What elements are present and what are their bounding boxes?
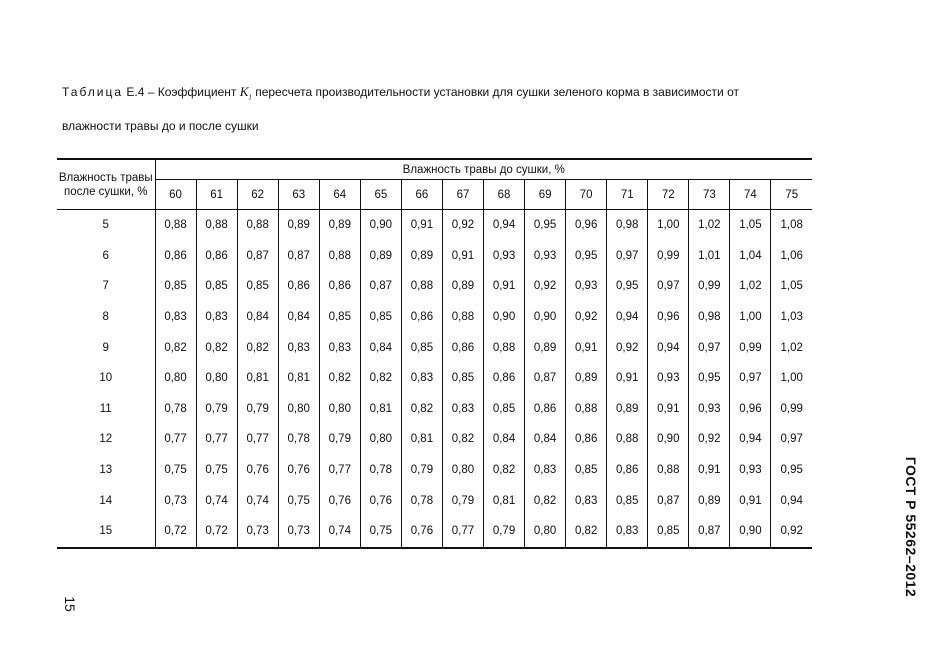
table-cell: 0,86 [319,271,360,302]
table-cell: 0,80 [196,363,237,394]
table-cell: 0,94 [771,485,812,516]
table-cell: 0,95 [771,455,812,486]
coefficient-symbol [239,84,252,102]
table-cell: 0,88 [155,210,196,241]
column-header: 62 [237,180,278,210]
table-cell: 0,97 [607,241,648,272]
table-cell: 0,89 [566,363,607,394]
column-header: 69 [525,180,566,210]
table-cell: 0,84 [360,332,401,363]
table-cell: 0,92 [607,332,648,363]
table-cell: 0,95 [607,271,648,302]
table-cell: 0,92 [566,302,607,333]
table-cell: 0,88 [566,394,607,425]
coefficient-symbol-letter: K [239,84,249,99]
table-cell: 0,79 [196,394,237,425]
table-cell: 0,89 [525,332,566,363]
table-cell: 0,77 [196,424,237,455]
table-cell: 0,81 [278,363,319,394]
table-cell: 0,83 [607,516,648,548]
table-cell: 0,97 [771,424,812,455]
table-row [57,485,812,516]
table-cell: 0,88 [484,332,525,363]
table-cell: 0,96 [648,302,689,333]
table-cell: 1,00 [771,363,812,394]
table-cell: 0,93 [648,363,689,394]
table-cell: 0,86 [525,394,566,425]
table-cell: 0,97 [689,332,730,363]
table-cell: 0,85 [442,363,483,394]
table-cell: 0,85 [155,271,196,302]
table-cell: 0,91 [484,271,525,302]
table-cell: 0,83 [525,455,566,486]
column-header-row [57,180,812,210]
table-row [57,271,812,302]
row-label: 9 [57,332,155,363]
table-cell: 1,00 [648,210,689,241]
table-cell: 0,87 [648,485,689,516]
table-cell: 0,97 [730,363,771,394]
table-cell: 0,82 [484,455,525,486]
table-cell: 0,89 [278,210,319,241]
table-cell: 0,94 [730,424,771,455]
table-row [57,516,812,548]
column-header: 74 [730,180,771,210]
table-cell: 0,86 [155,241,196,272]
table-cell: 0,82 [525,485,566,516]
table-cell: 0,87 [237,241,278,272]
table-row [57,241,812,272]
caption-text-line1: пересчета производительности установки для сушки зеленого корма в зависимости от [251,85,739,99]
page-number [58,592,82,616]
table-cell: 0,81 [401,424,442,455]
table-row [57,363,812,394]
table-cell: 0,90 [730,516,771,548]
table-cell: 1,02 [689,210,730,241]
table-cell: 0,76 [319,485,360,516]
table-cell: 0,74 [319,516,360,548]
table-cell: 0,85 [360,302,401,333]
table-cell: 0,80 [442,455,483,486]
column-header: 60 [155,180,196,210]
table-cell: 0,75 [278,485,319,516]
table-cell: 0,99 [771,394,812,425]
table-row [57,302,812,333]
table-cell: 0,88 [401,271,442,302]
table-cell: 0,99 [689,271,730,302]
table-cell: 0,95 [525,210,566,241]
table-cell: 0,77 [442,516,483,548]
column-header: 64 [319,180,360,210]
table-cell: 0,81 [237,363,278,394]
table-caption [62,78,862,140]
table-cell: 0,98 [607,210,648,241]
table-cell: 0,90 [360,210,401,241]
table-cell: 0,91 [648,394,689,425]
table-cell: 0,78 [155,394,196,425]
table-cell: 0,92 [525,271,566,302]
table-cell: 1,08 [771,210,812,241]
table-cell: 0,92 [442,210,483,241]
table-cell: 0,95 [566,241,607,272]
table-cell: 1,00 [730,302,771,333]
table-cell: 0,80 [319,394,360,425]
table-cell: 0,76 [360,485,401,516]
row-label: 8 [57,302,155,333]
table-cell: 0,86 [442,332,483,363]
table-cell: 0,84 [237,302,278,333]
table-cell: 0,85 [196,271,237,302]
table-cell: 0,88 [648,455,689,486]
table-cell: 0,82 [319,363,360,394]
table-cell: 0,83 [278,332,319,363]
table-cell: 0,78 [360,455,401,486]
table-cell: 0,79 [401,455,442,486]
table-cell: 0,90 [484,302,525,333]
table-cell: 0,96 [730,394,771,425]
table-cell: 0,99 [648,241,689,272]
table-cell: 0,87 [525,363,566,394]
table-cell: 0,93 [525,241,566,272]
table-cell: 0,79 [442,485,483,516]
column-header: 70 [566,180,607,210]
table-cell: 0,97 [648,271,689,302]
table-cell: 0,88 [442,302,483,333]
table-cell: 0,92 [689,424,730,455]
coefficient-symbol-subscript: 1 [248,93,252,102]
table-cell: 0,83 [196,302,237,333]
table-cell: 1,06 [771,241,812,272]
table-cell: 0,91 [442,241,483,272]
table-cell: 0,89 [607,394,648,425]
table-cell: 0,93 [689,394,730,425]
table-cell: 0,75 [155,455,196,486]
table-cell: 0,79 [484,516,525,548]
table-cell: 0,74 [237,485,278,516]
table-cell: 0,86 [196,241,237,272]
coefficient-table [57,158,812,549]
table-cell: 0,78 [401,485,442,516]
table-cell: 0,98 [689,302,730,333]
table-cell: 0,80 [525,516,566,548]
table-cell: 0,87 [278,241,319,272]
table-cell: 0,86 [566,424,607,455]
table-cell: 0,80 [278,394,319,425]
table-cell: 0,88 [319,241,360,272]
table-cell: 0,82 [237,332,278,363]
table-cell: 0,89 [442,271,483,302]
table-cell: 0,83 [401,363,442,394]
table-cell: 0,80 [155,363,196,394]
table-cell: 0,73 [155,485,196,516]
row-label: 12 [57,424,155,455]
table-cell: 0,73 [278,516,319,548]
table-cell: 0,83 [442,394,483,425]
table-cell: 0,78 [278,424,319,455]
table-row [57,210,812,241]
table-row [57,424,812,455]
row-label: 6 [57,241,155,272]
document-code-text: ГОСТ Р 55262–2012 [903,456,919,598]
table-cell: 0,85 [484,394,525,425]
table-cell: 0,82 [401,394,442,425]
column-header: 66 [401,180,442,210]
table-cell: 0,77 [155,424,196,455]
table-cell: 0,81 [360,394,401,425]
table-cell: 0,79 [237,394,278,425]
column-header: 65 [360,180,401,210]
table-cell: 0,83 [155,302,196,333]
table-cell: 0,73 [237,516,278,548]
table-cell: 0,89 [401,241,442,272]
table-cell: 0,89 [319,210,360,241]
table-cell: 0,94 [484,210,525,241]
table-cell: 0,77 [237,424,278,455]
column-header: 67 [442,180,483,210]
group-header: Влажность травы до сушки, % [155,159,812,180]
table-cell: 0,86 [607,455,648,486]
table-cell: 1,01 [689,241,730,272]
row-label: 13 [57,455,155,486]
table-cell: 0,85 [237,271,278,302]
caption-number: Е.4 – Коэффициент [123,85,240,99]
table-cell: 0,91 [689,455,730,486]
table-cell: 0,79 [319,424,360,455]
table-cell: 1,05 [771,271,812,302]
row-label: 5 [57,210,155,241]
caption-text-line2: влажности травы до и после сушки [62,118,259,133]
table-cell: 0,90 [648,424,689,455]
table-cell: 0,87 [689,516,730,548]
table-row [57,394,812,425]
table-cell: 0,99 [730,332,771,363]
table-cell: 0,88 [607,424,648,455]
table-cell: 0,72 [196,516,237,548]
table-cell: 0,91 [566,332,607,363]
column-header: 71 [607,180,648,210]
row-label: 7 [57,271,155,302]
table-cell: 0,83 [319,332,360,363]
table-cell: 0,88 [237,210,278,241]
column-header: 72 [648,180,689,210]
table-cell: 0,89 [360,241,401,272]
table-cell: 0,82 [442,424,483,455]
table-cell: 0,96 [566,210,607,241]
column-header: 61 [196,180,237,210]
table-cell: 0,93 [566,271,607,302]
document-code [896,452,926,602]
table-cell: 0,76 [401,516,442,548]
row-label: 11 [57,394,155,425]
table-cell: 0,91 [607,363,648,394]
table-cell: 0,86 [278,271,319,302]
column-header: 63 [278,180,319,210]
table-cell: 0,89 [689,485,730,516]
table-cell: 0,92 [771,516,812,548]
table-cell: 1,03 [771,302,812,333]
page-number-text: 15 [62,596,78,612]
table-cell: 0,82 [360,363,401,394]
table-row [57,455,812,486]
table-header-row [57,159,812,180]
caption-label: Таблица [62,85,124,99]
table-cell: 1,02 [771,332,812,363]
table-cell: 0,87 [360,271,401,302]
table-cell: 0,88 [196,210,237,241]
table-cell: 0,82 [155,332,196,363]
table-cell: 1,05 [730,210,771,241]
table-cell: 1,04 [730,241,771,272]
table-cell: 0,85 [648,516,689,548]
table-cell: 0,93 [730,455,771,486]
table-cell: 1,02 [730,271,771,302]
column-header: 75 [771,180,812,210]
table-cell: 0,72 [155,516,196,548]
table-cell: 0,81 [484,485,525,516]
row-label: 14 [57,485,155,516]
table-cell: 0,83 [566,485,607,516]
table-cell: 0,84 [278,302,319,333]
table-cell: 0,94 [607,302,648,333]
table-cell: 0,74 [196,485,237,516]
table-cell: 0,95 [689,363,730,394]
table-cell: 0,90 [525,302,566,333]
table-cell: 0,80 [360,424,401,455]
table-row [57,332,812,363]
table-body [57,210,812,548]
table-cell: 0,86 [484,363,525,394]
row-header: Влажность травы после сушки, % [57,159,155,210]
table-cell: 0,85 [607,485,648,516]
table-cell: 0,85 [566,455,607,486]
table-cell: 0,82 [196,332,237,363]
table-cell: 0,86 [401,302,442,333]
table-cell: 0,75 [196,455,237,486]
column-header: 68 [484,180,525,210]
table-cell: 0,76 [278,455,319,486]
column-header: 73 [689,180,730,210]
table-cell: 0,84 [484,424,525,455]
table-cell: 0,82 [566,516,607,548]
table-cell: 0,91 [730,485,771,516]
table-cell: 0,75 [360,516,401,548]
table-cell: 0,76 [237,455,278,486]
row-label: 10 [57,363,155,394]
table-cell: 0,91 [401,210,442,241]
table-cell: 0,85 [319,302,360,333]
table-cell: 0,93 [484,241,525,272]
table-cell: 0,84 [525,424,566,455]
table-cell: 0,94 [648,332,689,363]
table-cell: 0,77 [319,455,360,486]
table-cell: 0,85 [401,332,442,363]
row-label: 15 [57,516,155,548]
